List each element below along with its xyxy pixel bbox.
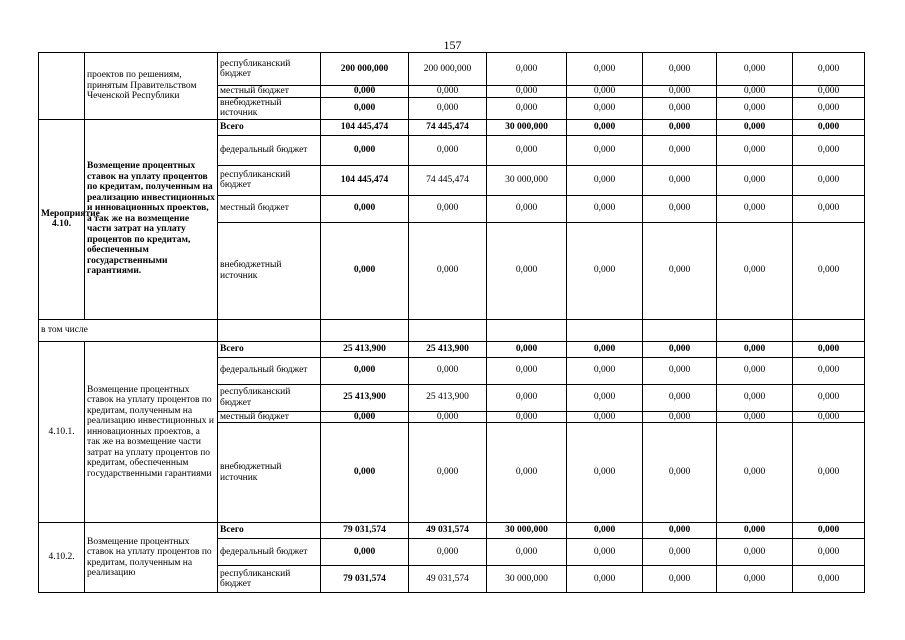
table-row xyxy=(39,341,865,357)
value-cell: 0,000 xyxy=(793,341,865,357)
value-cell: 0,000 xyxy=(793,86,865,98)
empty-cell xyxy=(717,319,793,341)
section-code: 4.10.2. xyxy=(39,523,85,593)
funding-source: внебюджетный источник xyxy=(218,97,321,119)
value-cell: 0,000 xyxy=(567,53,643,86)
value-cell: 0,000 xyxy=(793,423,865,523)
value-cell: 0,000 xyxy=(567,222,643,319)
value-cell: 0,000 xyxy=(567,523,643,539)
value-cell: 0,000 xyxy=(487,97,567,119)
value-cell: 30 000,000 xyxy=(487,566,567,593)
value-cell: 0,000 xyxy=(567,566,643,593)
value-cell: 0,000 xyxy=(567,341,643,357)
value-cell: 0,000 xyxy=(717,86,793,98)
value-cell: 0,000 xyxy=(643,135,717,165)
value-cell: 0,000 xyxy=(487,357,567,384)
value-cell: 0,000 xyxy=(321,357,409,384)
value-cell: 0,000 xyxy=(793,411,865,423)
value-cell: 0,000 xyxy=(643,411,717,423)
funding-source: внебюджетный источник xyxy=(218,222,321,319)
value-cell: 0,000 xyxy=(643,523,717,539)
value-cell: 0,000 xyxy=(717,384,793,411)
section-description: проектов по решениям, принятым Правительством Чеченской Республики xyxy=(85,53,218,120)
value-cell: 0,000 xyxy=(717,135,793,165)
funding-source: Всего xyxy=(218,119,321,135)
value-cell: 0,000 xyxy=(793,135,865,165)
value-cell: 0,000 xyxy=(643,86,717,98)
value-cell: 0,000 xyxy=(793,119,865,135)
value-cell: 0,000 xyxy=(643,384,717,411)
value-cell: 0,000 xyxy=(321,222,409,319)
funding-source: республиканский бюджет xyxy=(218,566,321,593)
value-cell: 0,000 xyxy=(487,423,567,523)
table-row xyxy=(39,319,865,341)
value-cell: 25 413,900 xyxy=(409,341,487,357)
section-code: Мероприятие 4.10. xyxy=(39,119,85,319)
value-cell: 0,000 xyxy=(643,357,717,384)
value-cell: 0,000 xyxy=(487,384,567,411)
value-cell: 74 445,474 xyxy=(409,119,487,135)
value-cell: 30 000,000 xyxy=(487,119,567,135)
value-cell: 0,000 xyxy=(487,53,567,86)
empty-cell xyxy=(218,319,321,341)
value-cell: 0,000 xyxy=(321,86,409,98)
value-cell: 0,000 xyxy=(643,539,717,566)
value-cell: 0,000 xyxy=(409,539,487,566)
value-cell: 0,000 xyxy=(487,539,567,566)
value-cell: 0,000 xyxy=(567,119,643,135)
value-cell: 0,000 xyxy=(643,341,717,357)
value-cell: 0,000 xyxy=(487,411,567,423)
value-cell: 25 413,900 xyxy=(321,384,409,411)
value-cell: 0,000 xyxy=(409,357,487,384)
funding-source: республиканский бюджет xyxy=(218,384,321,411)
value-cell: 0,000 xyxy=(567,135,643,165)
value-cell: 0,000 xyxy=(643,53,717,86)
value-cell: 0,000 xyxy=(567,539,643,566)
value-cell: 30 000,000 xyxy=(487,523,567,539)
value-cell: 0,000 xyxy=(643,97,717,119)
section-code: 4.10.1. xyxy=(39,341,85,523)
value-cell: 25 413,900 xyxy=(409,384,487,411)
value-cell: 49 031,574 xyxy=(409,523,487,539)
funding-source: Всего xyxy=(218,523,321,539)
funding-source: Всего xyxy=(218,341,321,357)
value-cell: 0,000 xyxy=(717,53,793,86)
value-cell: 0,000 xyxy=(567,411,643,423)
funding-source: федеральный бюджет xyxy=(218,135,321,165)
budget-table xyxy=(38,52,865,593)
value-cell: 0,000 xyxy=(793,357,865,384)
value-cell: 0,000 xyxy=(717,195,793,222)
funding-source: федеральный бюджет xyxy=(218,357,321,384)
value-cell: 0,000 xyxy=(793,165,865,195)
value-cell: 104 445,474 xyxy=(321,165,409,195)
value-cell: 25 413,900 xyxy=(321,341,409,357)
empty-cell xyxy=(643,319,717,341)
value-cell: 0,000 xyxy=(321,423,409,523)
value-cell: 74 445,474 xyxy=(409,165,487,195)
value-cell: 49 031,574 xyxy=(409,566,487,593)
value-cell: 104 445,474 xyxy=(321,119,409,135)
value-cell: 0,000 xyxy=(793,523,865,539)
value-cell: 0,000 xyxy=(793,53,865,86)
value-cell: 200 000,000 xyxy=(321,53,409,86)
value-cell: 0,000 xyxy=(717,165,793,195)
section-description: Возмещение процентных ставок на уплату процентов по кредитам, полученным на реализацию xyxy=(85,523,218,593)
value-cell: 0,000 xyxy=(321,97,409,119)
value-cell: 200 000,000 xyxy=(409,53,487,86)
table-row xyxy=(39,523,865,539)
value-cell: 0,000 xyxy=(409,411,487,423)
value-cell: 0,000 xyxy=(567,423,643,523)
value-cell: 0,000 xyxy=(793,222,865,319)
value-cell: 0,000 xyxy=(321,135,409,165)
value-cell: 0,000 xyxy=(487,86,567,98)
funding-source: местный бюджет xyxy=(218,195,321,222)
funding-source: местный бюджет xyxy=(218,86,321,98)
table-row xyxy=(39,53,865,86)
value-cell: 0,000 xyxy=(409,86,487,98)
value-cell: 79 031,574 xyxy=(321,566,409,593)
value-cell: 0,000 xyxy=(793,539,865,566)
value-cell: 0,000 xyxy=(487,341,567,357)
value-cell: 0,000 xyxy=(409,97,487,119)
value-cell: 0,000 xyxy=(793,566,865,593)
empty-cell xyxy=(567,319,643,341)
value-cell: 0,000 xyxy=(487,222,567,319)
funding-source: республиканский бюджет xyxy=(218,53,321,86)
section-description: Возмещение процентных ставок на уплату процентов по кредитам, полученным на реализацию инвестиционных и инновационных проектов, а так же на возмещение части затрат на уплату процентов по кредитам, обеспеченным государственными гарантиями xyxy=(85,341,218,523)
funding-source: местный бюджет xyxy=(218,411,321,423)
value-cell: 0,000 xyxy=(793,384,865,411)
value-cell: 0,000 xyxy=(717,97,793,119)
value-cell: 0,000 xyxy=(487,195,567,222)
value-cell: 0,000 xyxy=(643,165,717,195)
value-cell: 0,000 xyxy=(409,222,487,319)
value-cell: 0,000 xyxy=(717,341,793,357)
section-code xyxy=(39,53,85,120)
value-cell: 0,000 xyxy=(643,195,717,222)
empty-cell xyxy=(409,319,487,341)
value-cell: 0,000 xyxy=(793,195,865,222)
value-cell: 0,000 xyxy=(717,423,793,523)
value-cell: 0,000 xyxy=(643,222,717,319)
value-cell: 0,000 xyxy=(717,566,793,593)
empty-cell xyxy=(793,319,865,341)
funding-source: федеральный бюджет xyxy=(218,539,321,566)
value-cell: 0,000 xyxy=(567,357,643,384)
value-cell: 0,000 xyxy=(321,195,409,222)
page-number: 157 xyxy=(443,38,462,52)
value-cell: 0,000 xyxy=(567,384,643,411)
value-cell: 0,000 xyxy=(793,97,865,119)
value-cell: 0,000 xyxy=(717,357,793,384)
value-cell: 0,000 xyxy=(567,165,643,195)
value-cell: 0,000 xyxy=(643,566,717,593)
value-cell: 0,000 xyxy=(717,119,793,135)
value-cell: 0,000 xyxy=(409,423,487,523)
value-cell: 0,000 xyxy=(409,135,487,165)
funding-source: внебюджетный источник xyxy=(218,423,321,523)
in-total-label: в том числе xyxy=(39,319,218,341)
value-cell: 0,000 xyxy=(321,411,409,423)
value-cell: 0,000 xyxy=(643,423,717,523)
value-cell: 0,000 xyxy=(717,539,793,566)
value-cell: 0,000 xyxy=(643,119,717,135)
funding-source: республиканский бюджет xyxy=(218,165,321,195)
value-cell: 0,000 xyxy=(409,195,487,222)
value-cell: 0,000 xyxy=(567,195,643,222)
value-cell: 30 000,000 xyxy=(487,165,567,195)
section-description: Возмещение процентных ставок на уплату процентов по кредитам, полученным на реализацию инвестиционных и инновационных проектов, а так же на возмещение части затрат на уплату процентов по кредитам, обеспеченным государственными гарантиями. xyxy=(85,119,218,319)
value-cell: 0,000 xyxy=(717,411,793,423)
value-cell: 0,000 xyxy=(567,86,643,98)
empty-cell xyxy=(321,319,409,341)
empty-cell xyxy=(487,319,567,341)
table-row xyxy=(39,119,865,135)
value-cell: 0,000 xyxy=(321,539,409,566)
value-cell: 79 031,574 xyxy=(321,523,409,539)
value-cell: 0,000 xyxy=(717,523,793,539)
value-cell: 0,000 xyxy=(717,222,793,319)
value-cell: 0,000 xyxy=(567,97,643,119)
value-cell: 0,000 xyxy=(487,135,567,165)
